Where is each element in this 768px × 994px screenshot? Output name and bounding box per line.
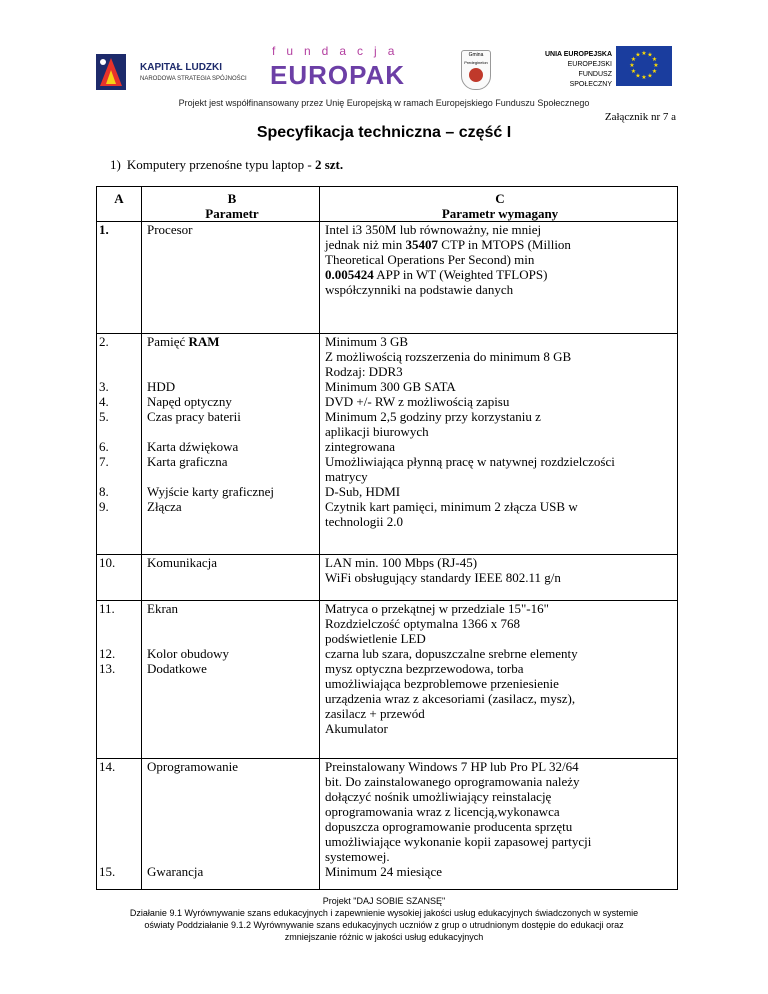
row-number: 4. (99, 394, 109, 409)
spacer (99, 774, 139, 789)
table-header-row (97, 187, 678, 222)
fundacja-europak-logo (270, 44, 445, 96)
spacer (99, 469, 139, 484)
logo-bar (0, 40, 768, 100)
req-line: umożliwiające wykonanie kopii zapasowej partycji (325, 834, 592, 849)
col-a-header (97, 187, 142, 222)
req-line: Z możliwością rozszerzenia do minimum 8 GB (325, 349, 572, 364)
row-params (142, 759, 320, 890)
spacer (99, 789, 139, 804)
req-line: mysz optyczna bezprzewodowa, torba (325, 661, 524, 676)
req-line: zasilacz + przewód (325, 706, 425, 721)
req-line (325, 267, 675, 282)
req-line: dołączyć nośnik umożliwiający reinstalację (325, 789, 552, 804)
row-number: 13. (99, 661, 116, 676)
row-param: Karta dźwiękowa (147, 439, 239, 454)
req-line: Minimum 300 GB SATA (325, 379, 456, 394)
gmina-name: Predeginelon (464, 60, 488, 65)
row-number: 6. (99, 439, 109, 454)
row-param: Ekran (147, 601, 179, 616)
spacer (99, 364, 139, 379)
section-text: Komputery przenośne typu laptop - (126, 157, 312, 172)
req-line: oprogramowania wraz z licencją,wykonawca (325, 804, 560, 819)
spacer (99, 424, 139, 439)
spacer (99, 849, 139, 864)
col-b-letter: B (227, 191, 237, 206)
row-param: Oprogramowanie (147, 759, 238, 774)
row-number: 7. (99, 454, 109, 469)
req-line: WiFi obsługujący standardy IEEE 802.11 g/n (325, 570, 561, 585)
spacer (147, 819, 317, 834)
footer-line: zmniejszanie różnic w jakości usług edukacyjnych (284, 932, 484, 942)
spacer (147, 774, 317, 789)
req-line: Rozdzielczość optymalna 1366 x 768 (325, 616, 520, 631)
gmina-emblem-icon (469, 68, 483, 82)
cofinancing-note: Projekt jest współfinansowany przez Unię Europejską w ramach Europejskiego Funduszu Społecznego (178, 98, 590, 108)
footer-project: Projekt "DAJ SOBIE SZANSĘ" (322, 896, 446, 906)
eu-text (536, 50, 612, 90)
row-numbers (97, 759, 142, 890)
row-numbers (97, 334, 142, 555)
row-number: 2. (99, 334, 109, 349)
req-line: Matryca o przekątnej w przedziale 15"-16" (325, 601, 549, 616)
svg-text:★: ★ (630, 56, 637, 63)
req-line: bit. Do zainstalowanego oprogramowania należy (325, 774, 580, 789)
spacer (147, 364, 317, 379)
spacer (99, 616, 139, 631)
col-b-header (142, 187, 320, 222)
row-param: Czas pracy baterii (147, 409, 241, 424)
row-param: Karta graficzna (147, 454, 228, 469)
spacer (147, 804, 317, 819)
row-number: 15. (99, 864, 116, 879)
row-number: 12. (99, 646, 116, 661)
table-row (97, 334, 678, 555)
row-param: Napęd optyczny (147, 394, 232, 409)
row-param: Dodatkowe (147, 661, 207, 676)
kapital-ludzki-title: KAPITAŁ LUDZKI (140, 62, 223, 73)
kapital-ludzki-logo (92, 50, 247, 94)
row-param: Kolor obudowy (147, 646, 229, 661)
section-quantity: 2 szt. (314, 157, 344, 172)
spacer (99, 804, 139, 819)
spacer (147, 616, 317, 631)
row-param: Komunikacja (142, 555, 320, 601)
col-a-letter: A (114, 191, 124, 206)
row-param: HDD (147, 379, 176, 394)
footer-line: oświaty Poddziałanie 9.1.2 Wyrównywanie szans edukacyjnych uczniów z grup o utrudnionym dostępie do edukacji oraz (144, 920, 624, 930)
table-row (97, 555, 678, 601)
fundacja-label: fundacja (272, 44, 406, 58)
req-line: Minimum 2,5 godziny przy korzystaniu z (325, 409, 541, 424)
req-line (325, 237, 675, 252)
page-footer (0, 895, 768, 943)
row-number: 10. (97, 555, 142, 601)
section-heading (110, 157, 343, 173)
eu-logo (536, 46, 676, 96)
svg-text:★: ★ (630, 68, 637, 75)
row-number: 9. (99, 499, 109, 514)
req-line: technologii 2.0 (325, 514, 403, 529)
table-row (97, 222, 678, 334)
footer-line: Działanie 9.1 Wyrównywanie szans edukacyjnych i zapewnienie wysokiej jakości usług edukacyjnych świadczonych w systemie (129, 908, 639, 918)
row-requirements (320, 555, 678, 601)
req-text: jednak niż min (325, 237, 403, 252)
spacer (147, 469, 317, 484)
row-params (142, 334, 320, 555)
svg-text:★: ★ (651, 56, 658, 63)
req-line: Minimum 24 miesiące (325, 864, 442, 879)
row-param: Procesor (142, 222, 320, 334)
row-number: 11. (99, 601, 115, 616)
attachment-label: Załącznik nr 7 a (604, 111, 676, 123)
spacer (99, 834, 139, 849)
page-title: Specyfikacja techniczna – część I (256, 124, 512, 141)
req-line: D-Sub, HDMI (325, 484, 401, 499)
eu-line3: FUNDUSZ SPOŁECZNY (569, 71, 612, 88)
spacer (147, 349, 317, 364)
req-line: dopuszcza oprogramowanie producenta sprzętu (325, 819, 573, 834)
row-params (142, 601, 320, 759)
svg-text:★: ★ (653, 62, 659, 69)
spacer (99, 631, 139, 646)
svg-text:★: ★ (647, 51, 653, 59)
req-line: zintegrowana (325, 439, 396, 454)
row-number: 5. (99, 409, 109, 424)
kapital-ludzki-subtitle: NARODOWA STRATEGIA SPÓJNOŚCI (140, 76, 247, 82)
row-param: Złącza (147, 499, 182, 514)
req-line: Czytnik kart pamięci, minimum 2 złącza USB w (325, 499, 578, 514)
svg-text:★: ★ (641, 50, 647, 57)
row-param: Gwarancja (147, 864, 204, 879)
req-line: Umożliwiająca płynną pracę w natywnej rozdzielczości (325, 454, 615, 469)
table-row (97, 601, 678, 759)
req-line: matrycy (325, 469, 368, 484)
row-param (147, 334, 317, 349)
req-line: podświetlenie LED (325, 631, 426, 646)
spacer (147, 424, 317, 439)
europak-label: EUROPAK (270, 60, 406, 90)
param-header: Parametr (205, 206, 259, 221)
spec-table (96, 186, 678, 890)
req-header: Parametr wymagany (441, 206, 559, 221)
spacer (147, 631, 317, 646)
req-line: Theoretical Operations Per Second) min (325, 252, 535, 267)
row-requirements (320, 601, 678, 759)
col-c-letter: C (495, 191, 505, 206)
eu-line2: EUROPEJSKI (567, 61, 612, 68)
req-line: Minimum 3 GB (325, 334, 409, 349)
row-number: 1. (97, 222, 142, 334)
svg-text:★: ★ (635, 72, 641, 80)
req-value: 35407 (405, 237, 439, 252)
req-line: umożliwiająca bezproblemowe przeniesienie (325, 676, 559, 691)
req-line: współczynniki na podstawie danych (325, 282, 514, 297)
svg-text:★: ★ (635, 51, 641, 59)
req-line: urządzenia wraz z akcesoriami (zasilacz, mysz), (325, 691, 576, 706)
req-line: Akumulator (325, 721, 388, 736)
gmina-label: Gmina (468, 52, 484, 58)
req-text: APP in WT (Weighted TFLOPS) (376, 267, 548, 282)
spacer (99, 819, 139, 834)
spacer (99, 349, 139, 364)
row-number: 14. (99, 759, 116, 774)
eu-flag-icon (616, 46, 672, 86)
row-number: 8. (99, 484, 109, 499)
kapital-ludzki-mark-icon (92, 50, 130, 94)
param-bold: RAM (188, 334, 220, 349)
row-numbers (97, 601, 142, 759)
req-value: 0.005424 (325, 267, 374, 282)
section-number: 1) (110, 157, 121, 172)
row-number: 3. (99, 379, 109, 394)
req-line: aplikacji biurowych (325, 424, 429, 439)
row-requirement (320, 222, 678, 334)
svg-text:★: ★ (647, 72, 653, 80)
req-line: Preinstalowany Windows 7 HP lub Pro PL 32/64 (325, 759, 579, 774)
req-line: Intel i3 350M lub równoważny, nie mniej (325, 222, 542, 237)
svg-text:★: ★ (641, 74, 647, 81)
svg-text:★: ★ (651, 68, 658, 75)
gmina-crest-logo (461, 50, 491, 88)
row-param: Wyjście karty graficznej (147, 484, 274, 499)
param-text: Pamięć (147, 334, 186, 349)
eu-line1: UNIA EUROPEJSKA (544, 51, 612, 58)
req-line: systemowej. (325, 849, 390, 864)
row-requirements (320, 334, 678, 555)
table-row (97, 759, 678, 890)
row-requirements (320, 759, 678, 890)
svg-text:★: ★ (629, 62, 635, 69)
spacer (147, 789, 317, 804)
req-line: czarna lub szara, dopuszczalne srebrne elementy (325, 646, 578, 661)
req-line: LAN min. 100 Mbps (RJ-45) (325, 555, 478, 570)
spacer (147, 834, 317, 849)
req-line: DVD +/- RW z możliwością zapisu (325, 394, 510, 409)
req-text: CTP in MTOPS (Million (441, 237, 571, 252)
req-line: Rodzaj: DDR3 (325, 364, 403, 379)
col-c-header (320, 187, 678, 222)
spacer (147, 849, 317, 864)
